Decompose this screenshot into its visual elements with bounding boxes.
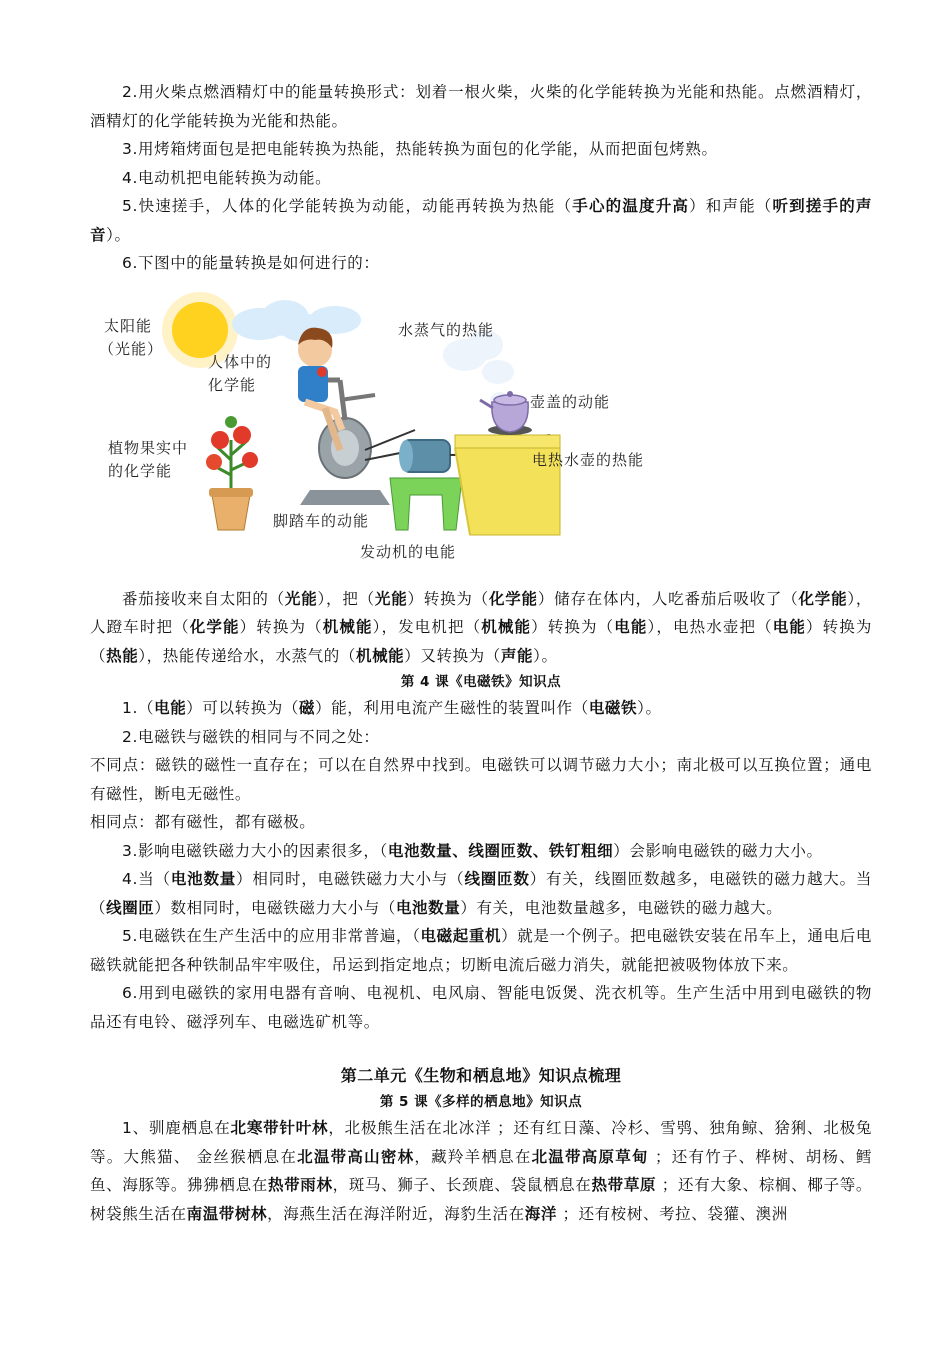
illustration-graphic — [90, 290, 670, 575]
unit2-title: 第二单元《生物和栖息地》知识点梳理 — [340, 1066, 622, 1085]
label-generator-electric: 发动机的电能 — [360, 542, 457, 561]
label-solar-energy: 太阳能 — [104, 316, 153, 335]
lesson5-title: 第 5 课《多样的栖息地》知识点 — [379, 1094, 583, 1110]
lesson4-point1: 1.（电能）可以转换为（磁）能，利用电流产生磁性的装置叫作（电磁铁）。 — [122, 699, 662, 717]
lesson5-point1: 1、驯鹿栖息在北寒带针叶林，北极熊生活在北冰洋 ；还有红日藻、冷杉、雪鸮、独角鲸、猞猁、北极兔等。大熊猫、 金丝猴栖息在北温带高山密林，藏羚羊栖息在北温带高原草甸 ；还有竹子、桦树、胡杨、鳕鱼、海豚等。狒狒栖息在热带雨林，斑马、狮子、长颈鹿、袋鼠栖息在热带草原 ；还有大象、棕榈、椰子等。树袋熊生活在南温带树林，海燕生活在海洋附近，海豹生活在海洋 ；还有桉树、考拉、袋獾、澳洲 — [90, 1119, 873, 1223]
lesson4-similarities: 相同点：都有磁性，都有磁极。 — [90, 813, 316, 831]
label-kettle-heat: 电热水壶的热能 — [532, 450, 645, 469]
label-steam-heat: 水蒸气的热能 — [398, 320, 495, 339]
label-plant-chem: 植物果实中 — [108, 438, 189, 457]
energy-conversion-illustration — [90, 290, 670, 575]
lesson4-title: 第 4 课《电磁铁》知识点 — [400, 674, 562, 690]
lesson4-point6: 6.用到电磁铁的家用电器有音响、电视机、电风扇、智能电饭煲、洗衣机等。生产生活中用到电磁铁的物品还有电铃、磁浮列车、电磁选矿机等。 — [90, 984, 872, 1031]
lesson4-point5: 5.电磁铁在生产生活中的应用非常普遍，（电磁起重机）就是一个例子。把电磁铁安装在吊车上，通电后电磁铁就能把各种铁制品牢牢吸住，吊运到指定地点；切断电流后磁力消失，就能把被吸物体放下来。 — [90, 927, 872, 974]
lesson4-point3: 3.影响电磁铁磁力大小的因素很多，（电池数量、线圈匝数、铁钉粗细）会影响电磁铁的磁力大小。 — [122, 841, 823, 860]
paragraph-oven-energy: 3.用烤箱烤面包是把电能转换为热能，热能转换为面包的化学能，从而把面包烤熟。 — [122, 140, 718, 158]
label-lid-kinetic: 壶盖的动能 — [530, 392, 611, 411]
document-page — [90, 78, 872, 1228]
label-bike-kinetic: 脚踏车的动能 — [273, 511, 370, 530]
paragraph-energy-chain: 番茄接收来自太阳的（光能），把（光能）转换为（化学能）储存在体内，人吃番茄后吸收了（化学能），人蹬车时把（化学能）转换为（机械能），发电机把（机械能）转换为（电能），电热水壶把（电能）转换为（热能），热能传递给水，水蒸气的（机械能）又转换为（声能）。 — [90, 589, 872, 665]
paragraph-rubbing-hands: 5.快速搓手，人体的化学能转换为动能，动能再转换为热能（手心的温度升高）和声能（听到搓手的声音）。 — [90, 197, 873, 244]
label-solar-light: （光能） — [99, 339, 164, 358]
lesson4-differences: 不同点：磁铁的磁性一直存在；可以在自然界中找到。电磁铁可以调节磁力大小；南北极可以互换位置；通电有磁性，断电无磁性。 — [90, 756, 872, 803]
lesson4-point4: 4.当（电池数量）相同时，电磁铁磁力大小与（线圈匝数）有关，线圈匝数越多，电磁铁的磁力越大。当（线圈匝）数相同时，电磁铁磁力大小与（电池数量）有关，电池数量越多，电磁铁的磁力越大。 — [90, 870, 872, 917]
lesson4-point2: 2.电磁铁与磁铁的相同与不同之处： — [122, 727, 380, 746]
paragraph-motor-energy: 4.电动机把电能转换为动能。 — [122, 168, 332, 187]
label-plant-chem2: 的化学能 — [108, 461, 173, 480]
label-human-chem: 人体中的 — [208, 352, 273, 371]
paragraph-match-energy: 2.用火柴点燃酒精灯中的能量转换形式：划着一根火柴，火柴的化学能转换为光能和热能。点燃酒精灯，酒精灯的化学能转换为光能和热能。 — [90, 83, 872, 130]
paragraph-figure-question: 6.下图中的能量转换是如何进行的： — [122, 254, 380, 272]
label-human-chem2: 化学能 — [208, 375, 257, 394]
